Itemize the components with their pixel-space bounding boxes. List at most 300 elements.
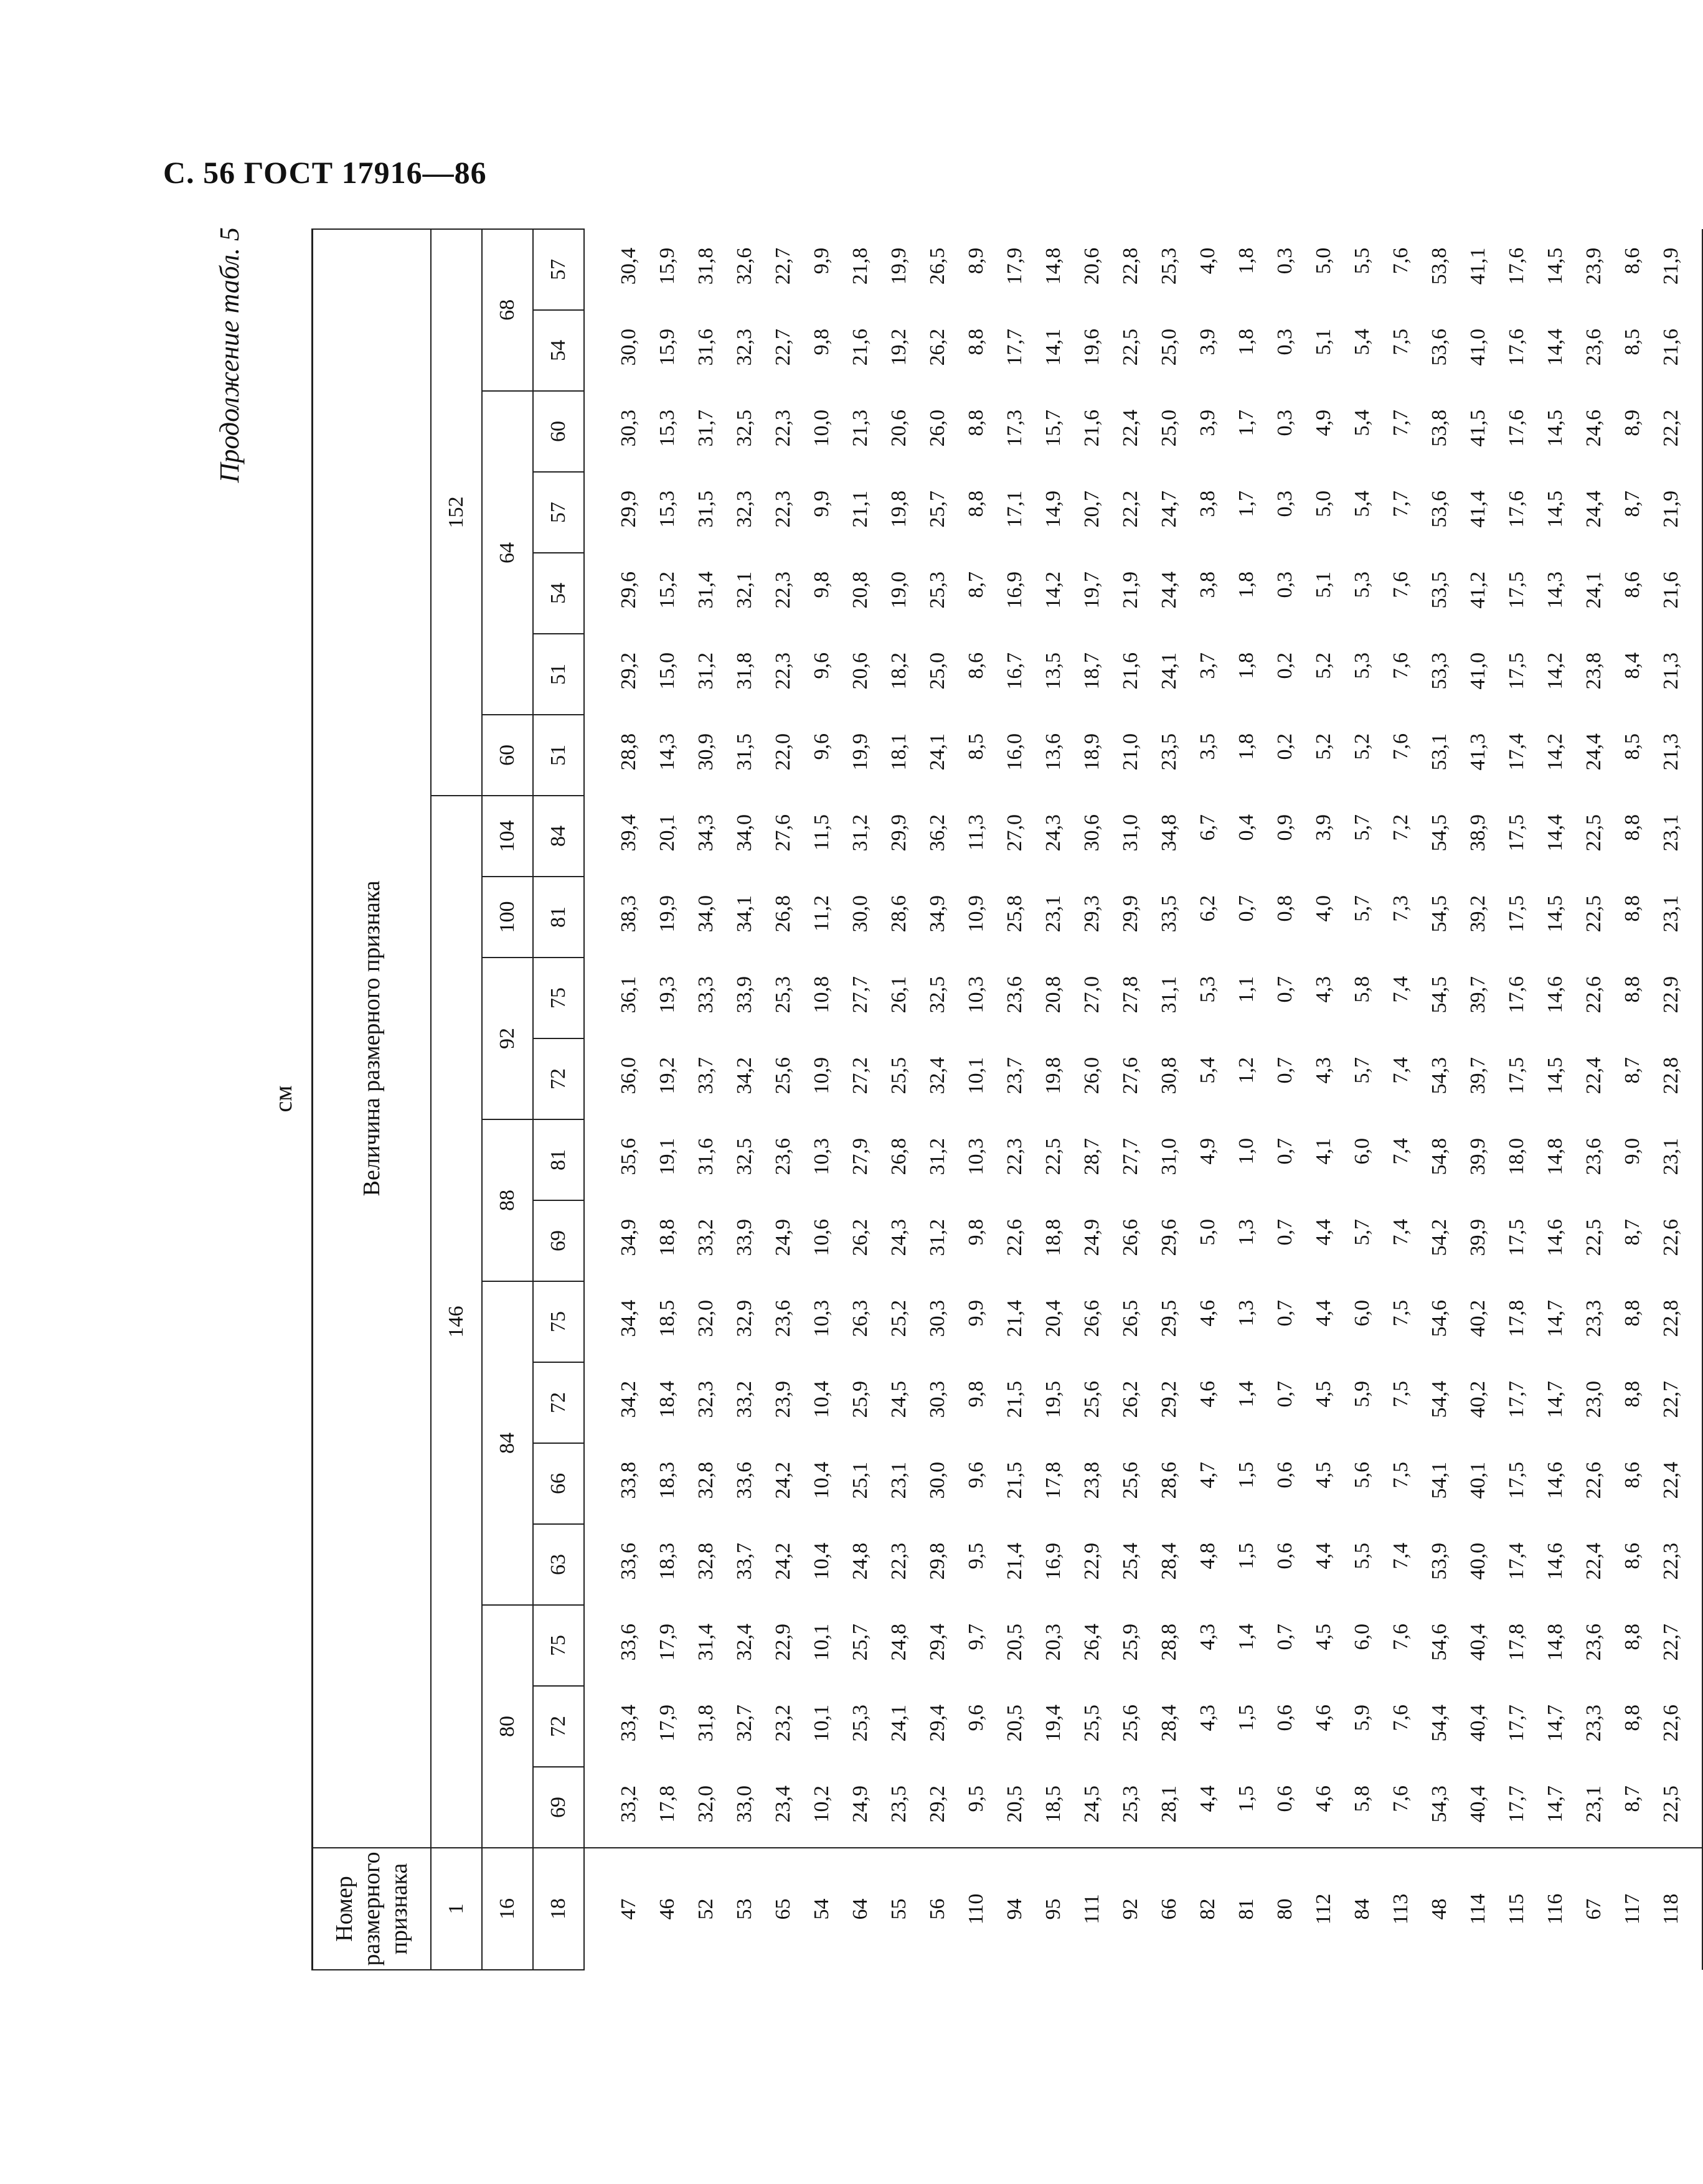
table-cell: 34,4	[617, 1300, 640, 1337]
table-cell: 24,9	[1080, 1219, 1103, 1256]
table-row	[1382, 148, 1420, 1970]
table-cell: 22,9	[1652, 958, 1702, 1038]
table-cell: 9,6	[965, 1705, 988, 1731]
table-cell: 0,6	[1273, 1543, 1296, 1570]
table-row	[1459, 148, 1498, 1970]
table-cell: 27,0	[1080, 976, 1103, 1014]
row-number: 92	[1111, 1848, 1150, 1970]
table-cell: 20,5	[1003, 1705, 1026, 1742]
table-cell: 11,3	[965, 814, 988, 851]
table-cell: 17,6	[1505, 410, 1528, 447]
table-cell: 15,7	[1042, 410, 1065, 447]
table-cell: 20,6	[1080, 247, 1103, 285]
table-cell: 10,2	[810, 1786, 833, 1823]
table-cell: 9,9	[810, 491, 833, 517]
table-cell: 33,5	[1158, 895, 1181, 933]
table-cell: 0,9	[1273, 814, 1296, 841]
table-cell: 23,1	[887, 1462, 910, 1499]
table-cell: 22,9	[1080, 1543, 1103, 1580]
row-number: 115	[1498, 1848, 1536, 1970]
table-cell: 14,7	[1544, 1705, 1567, 1742]
table-cell: 0,7	[1235, 895, 1258, 922]
table-cell: 0,3	[1273, 572, 1296, 598]
table-cell: 5,7	[1351, 895, 1374, 922]
table-cell: 19,0	[887, 572, 910, 609]
table-cell: 19,2	[656, 1057, 679, 1094]
table-cell: 24,3	[1042, 814, 1065, 852]
table-cell: 53,8	[1428, 247, 1451, 285]
table-cell: 23,8	[1080, 1462, 1103, 1499]
table-cell: 31,2	[926, 1219, 949, 1256]
header-l2: 16	[482, 1848, 533, 1970]
header-l3: 72	[533, 1362, 584, 1443]
table-cell: 14,3	[1544, 572, 1567, 609]
table-cell: 1,8	[1235, 733, 1258, 760]
table-cell: 21,9	[1119, 572, 1142, 609]
table-cell: 31,2	[926, 1138, 949, 1175]
table-cell: 19,7	[1080, 572, 1103, 609]
header-l3: 51	[533, 715, 584, 796]
table-cell: 17,7	[1003, 329, 1026, 366]
table-cell: 27,8	[1119, 976, 1142, 1014]
table-cell: 26,6	[1080, 1300, 1103, 1337]
table-cell: 9,5	[965, 1786, 988, 1812]
table-cell: 18,5	[656, 1300, 679, 1337]
table-cell: 3,9	[1196, 410, 1219, 436]
row-number: 67	[1575, 1848, 1613, 1970]
table-cell: 22,8	[1652, 1038, 1702, 1119]
table-cell: 31,8	[694, 1705, 717, 1742]
table-cell: 17,1	[1003, 491, 1026, 528]
table-cell: 28,4	[1158, 1705, 1181, 1742]
table-cell: 17,8	[1505, 1300, 1528, 1337]
table-cell: 5,7	[1351, 1219, 1374, 1246]
header-l3: 66	[533, 1443, 584, 1524]
table-cell: 29,3	[1080, 895, 1103, 933]
table-cell: 4,4	[1312, 1543, 1335, 1570]
table-cell: 5,7	[1351, 1057, 1374, 1084]
table-cell: 3,9	[1312, 814, 1335, 841]
table-cell: 31,8	[694, 247, 717, 285]
table-cell: 14,6	[1544, 1543, 1567, 1580]
table-cell: 25,7	[926, 491, 949, 528]
header-l3: 75	[533, 1605, 584, 1686]
header-l3: 51	[533, 634, 584, 715]
table-cell: 17,5	[1505, 1462, 1528, 1499]
row-number: 84	[1343, 1848, 1382, 1970]
table-cell: 27,0	[1003, 814, 1026, 852]
table-cell: 39,9	[1466, 1219, 1489, 1256]
table-cell: 25,6	[771, 1057, 795, 1094]
table-cell: 20,5	[1003, 1624, 1026, 1661]
table-cell: 53,5	[1428, 572, 1451, 609]
row-number: 117	[1613, 1848, 1652, 1970]
table-cell: 17,6	[1505, 329, 1528, 366]
table-cell: 24,1	[1158, 652, 1181, 690]
table-cell: 4,9	[1196, 1138, 1219, 1165]
table-cell: 5,3	[1196, 976, 1219, 1003]
row-number: 47	[584, 1848, 648, 1970]
table-cell: 17,7	[1505, 1381, 1528, 1418]
table-cell: 9,8	[965, 1381, 988, 1408]
table-cell: 26,0	[1080, 1057, 1103, 1094]
table-cell: 17,6	[1505, 247, 1528, 285]
table-cell: 25,6	[1080, 1381, 1103, 1418]
table-cell: 8,7	[965, 572, 988, 598]
table-cell: 5,3	[1351, 652, 1374, 679]
table-cell: 17,9	[656, 1624, 679, 1661]
table-cell: 8,8	[1621, 1300, 1644, 1327]
table-cell: 23,1	[1042, 895, 1065, 933]
table-cell: 25,3	[1158, 247, 1181, 285]
table-cell: 31,0	[1158, 1138, 1181, 1175]
table-cell: 23,6	[1582, 1624, 1605, 1661]
table-cell: 14,6	[1544, 1462, 1567, 1499]
table-cell: 14,1	[1042, 329, 1065, 366]
table-cell: 4,1	[1312, 1138, 1335, 1165]
table-cell: 25,6	[1119, 1705, 1142, 1742]
header-l3: 69	[533, 1200, 584, 1281]
table-cell: 14,5	[1544, 247, 1567, 285]
table-cell: 8,8	[1621, 814, 1644, 841]
table-row	[1498, 148, 1536, 1970]
table-cell: 20,7	[1080, 491, 1103, 528]
table-cell: 34,9	[926, 895, 949, 933]
table-cell: 8,6	[1621, 1462, 1644, 1489]
table-cell: 14,3	[656, 733, 679, 771]
table-cell: 34,9	[617, 1219, 640, 1256]
table-cell: 9,9	[965, 1300, 988, 1327]
table-cell: 7,3	[1389, 895, 1412, 922]
table-cell: 10,3	[965, 976, 988, 1014]
table-cell: 34,2	[617, 1381, 640, 1418]
table-cell: 15,9	[656, 329, 679, 366]
table-cell: 18,8	[656, 1219, 679, 1256]
table-cell: 54,1	[1428, 1462, 1451, 1499]
table-cell: 14,2	[1544, 652, 1567, 690]
table-cell: 9,7	[965, 1624, 988, 1650]
table-cell: 15,3	[656, 410, 679, 447]
table-row	[1150, 148, 1189, 1970]
table-cell: 3,5	[1196, 733, 1219, 760]
table-cell: 29,4	[926, 1705, 949, 1742]
table-cell: 21,5	[1003, 1381, 1026, 1418]
table-cell: 14,4	[1544, 329, 1567, 366]
table-cell: 15,2	[656, 572, 679, 609]
table-cell: 7,6	[1389, 247, 1412, 275]
table-cell: 40,0	[1466, 1543, 1489, 1580]
table-cell: 19,3	[656, 976, 679, 1014]
table-cell: 27,6	[771, 814, 795, 852]
table-cell: 29,4	[926, 1624, 949, 1661]
row-number: 114	[1459, 1848, 1498, 1970]
table-cell: 4,0	[1196, 247, 1219, 275]
table-cell: 30,8	[1158, 1057, 1181, 1094]
table-cell: 26,2	[849, 1219, 872, 1256]
table-cell: 1,5	[1235, 1705, 1258, 1731]
table-cell: 7,6	[1389, 652, 1412, 679]
table-cell: 40,4	[1466, 1705, 1489, 1742]
table-row	[1613, 148, 1652, 1970]
table-cell: 29,9	[1119, 895, 1142, 933]
table-cell: 26,8	[771, 895, 795, 933]
table-cell: 18,3	[656, 1462, 679, 1499]
table-cell: 5,2	[1351, 733, 1374, 760]
table-cell: 5,4	[1351, 329, 1374, 355]
table-cell: 0,6	[1273, 1705, 1296, 1731]
table-cell: 41,5	[1466, 410, 1489, 447]
row-number: 66	[1150, 1848, 1189, 1970]
table-cell: 5,9	[1351, 1705, 1374, 1731]
table-cell: 20,6	[849, 652, 872, 690]
table-cell: 1,1	[1235, 976, 1258, 1003]
table-cell: 7,4	[1389, 976, 1412, 1003]
row-number: 111	[1073, 1848, 1111, 1970]
table-cell: 27,2	[849, 1057, 872, 1094]
table-row	[996, 148, 1034, 1970]
table-cell: 23,5	[1158, 733, 1181, 771]
table-cell: 30,3	[617, 410, 640, 447]
table-cell: 32,6	[733, 247, 756, 285]
table-cell: 33,9	[733, 976, 756, 1014]
table-cell: 14,4	[1544, 814, 1567, 852]
table-cell: 3,7	[1196, 652, 1219, 679]
table-cell: 24,4	[1158, 572, 1181, 609]
table-cell: 5,1	[1312, 329, 1335, 355]
table-cell: 21,9	[1652, 229, 1702, 310]
table-cell: 5,4	[1351, 491, 1374, 517]
table-cell: 8,6	[965, 652, 988, 679]
table-row	[918, 148, 957, 1970]
table-cell: 7,6	[1389, 1786, 1412, 1812]
table-cell: 10,1	[810, 1705, 833, 1742]
row-number: 82	[1189, 1848, 1227, 1970]
table-cell: 23,7	[1003, 1057, 1026, 1094]
table-cell: 25,0	[1158, 329, 1181, 366]
table-cell: 1,7	[1235, 491, 1258, 517]
table-cell: 20,6	[887, 410, 910, 447]
table-cell: 8,5	[1621, 329, 1644, 355]
header-l3: 84	[533, 796, 584, 877]
table-cell: 33,6	[733, 1462, 756, 1499]
table-cell: 0,7	[1273, 1624, 1296, 1650]
table-cell: 8,8	[1621, 895, 1644, 922]
table-cell: 6,2	[1196, 895, 1219, 922]
table-cell: 5,5	[1351, 247, 1374, 275]
row-number: 64	[841, 1848, 880, 1970]
table-cell: 32,4	[926, 1057, 949, 1094]
table-cell: 28,4	[1158, 1543, 1181, 1580]
table-cell: 22,2	[1652, 391, 1702, 472]
table-cell: 17,5	[1505, 1219, 1528, 1256]
table-cell: 22,2	[1119, 491, 1142, 528]
table-cell: 28,7	[1080, 1138, 1103, 1175]
table-cell: 19,9	[887, 247, 910, 285]
table-cell: 25,0	[1158, 410, 1181, 447]
table-cell: 16,7	[1003, 652, 1026, 690]
table-cell: 14,7	[1544, 1786, 1567, 1823]
table-cell: 31,6	[694, 329, 717, 366]
table-cell: 21,9	[1652, 472, 1702, 553]
table-cell: 29,2	[1158, 1381, 1181, 1418]
table-cell: 23,6	[1003, 976, 1026, 1014]
table-cell: 29,2	[617, 652, 640, 690]
table-row	[1189, 148, 1227, 1970]
table-cell: 34,1	[733, 895, 756, 933]
table-cell: 10,8	[810, 976, 833, 1014]
table-cell: 41,1	[1466, 247, 1489, 285]
table-cell: 23,1	[1652, 877, 1702, 958]
table-cell: 13,5	[1042, 652, 1065, 690]
table-cell: 8,8	[1621, 976, 1644, 1003]
table-cell: 7,5	[1389, 1462, 1412, 1489]
table-cell: 25,3	[771, 976, 795, 1014]
table-cell: 24,7	[1158, 491, 1181, 528]
table-cell: 41,3	[1466, 733, 1489, 771]
table-cell: 22,4	[1582, 1543, 1605, 1580]
table-cell: 20,4	[1042, 1300, 1065, 1337]
table-cell: 4,5	[1312, 1624, 1335, 1650]
table-cell: 32,0	[694, 1786, 717, 1823]
table-cell: 9,8	[965, 1219, 988, 1246]
table-cell: 14,8	[1544, 1138, 1567, 1175]
table-cell: 21,4	[1003, 1300, 1026, 1337]
table-cell: 23,1	[1652, 1119, 1702, 1200]
table-cell: 19,5	[1042, 1381, 1065, 1418]
table-cell: 31,8	[733, 652, 756, 690]
table-cell: 21,8	[849, 247, 872, 285]
table-cell: 22,3	[1652, 1524, 1702, 1605]
table-cell: 19,1	[656, 1138, 679, 1175]
table-cell: 21,3	[1652, 634, 1702, 715]
table-cell: 14,5	[1544, 1057, 1567, 1094]
table-cell: 9,9	[810, 247, 833, 275]
table-cell: 23,0	[1582, 1381, 1605, 1418]
table-cell: 22,5	[1042, 1138, 1065, 1175]
table-row	[648, 148, 687, 1970]
row-number: 48	[1420, 1848, 1459, 1970]
table-cell: 39,7	[1466, 1057, 1489, 1094]
table-cell: 28,6	[887, 895, 910, 933]
table-cell: 22,7	[771, 329, 795, 366]
table-cell: 26,4	[1080, 1624, 1103, 1661]
table-cell: 0,8	[1273, 895, 1296, 922]
table-caption: Величина размерного признака	[313, 229, 432, 1848]
table-cell: 54,2	[1428, 1219, 1451, 1256]
table-cell: 8,5	[1621, 733, 1644, 760]
table-cell: 17,6	[1505, 491, 1528, 528]
table-cell: 10,4	[810, 1381, 833, 1418]
table-cell: 0,6	[1273, 1462, 1296, 1489]
table-cell: 10,1	[810, 1624, 833, 1661]
table-cell: 21,5	[1003, 1462, 1026, 1499]
table-cell: 31,2	[849, 814, 872, 852]
table-cell: 5,0	[1312, 247, 1335, 275]
table-cell: 41,0	[1466, 329, 1489, 366]
table-cell: 33,7	[694, 1057, 717, 1094]
table-cell: 17,5	[1505, 1057, 1528, 1094]
table-cell: 22,9	[771, 1624, 795, 1661]
table-cell: 23,9	[1582, 247, 1605, 285]
table-cell: 22,3	[887, 1543, 910, 1580]
table-cell: 0,4	[1235, 814, 1258, 841]
table-cell: 54,5	[1428, 895, 1451, 933]
table-cell: 30,0	[849, 895, 872, 933]
table-cell: 24,6	[1582, 410, 1605, 447]
table-cell: 1,5	[1235, 1543, 1258, 1570]
table-cell: 4,3	[1312, 1057, 1335, 1084]
table-cell: 36,0	[617, 1057, 640, 1094]
table-cell: 24,1	[1582, 572, 1605, 609]
row-number: 95	[1034, 1848, 1073, 1970]
table-cell: 5,8	[1351, 976, 1374, 1003]
table-cell: 4,7	[1196, 1462, 1219, 1489]
table-cell: 4,6	[1196, 1300, 1219, 1327]
header-l3: 57	[533, 472, 584, 553]
header-l2: 68	[482, 229, 533, 391]
table-cell: 24,1	[926, 733, 949, 771]
table-cell: 39,2	[1466, 895, 1489, 933]
table-cell: 53,6	[1428, 491, 1451, 528]
table-row	[1420, 148, 1459, 1970]
table-row	[880, 148, 918, 1970]
table-cell: 4,4	[1312, 1300, 1335, 1327]
table-cell: 7,5	[1389, 329, 1412, 355]
table-cell: 5,8	[1351, 1786, 1374, 1812]
table-cell: 7,4	[1389, 1057, 1412, 1084]
row-number-header: Номер размерного признака	[313, 1848, 432, 1970]
table-cell: 34,8	[1158, 814, 1181, 852]
table-cell: 0,3	[1273, 247, 1296, 275]
table-cell: 1,3	[1235, 1219, 1258, 1246]
table-cell: 16,0	[1003, 733, 1026, 771]
row-number: 116	[1536, 1848, 1575, 1970]
table-cell: 17,8	[1505, 1624, 1528, 1661]
table-cell: 20,1	[656, 814, 679, 852]
table-cell: 9,6	[810, 652, 833, 679]
table-row	[1073, 148, 1111, 1970]
table-continuation-label: Продолжение табл. 5	[214, 227, 245, 483]
header-l3: 81	[533, 877, 584, 958]
row-number: 113	[1382, 1848, 1420, 1970]
table-row	[687, 148, 725, 1970]
table-cell: 24,2	[771, 1543, 795, 1580]
header-l1: 1	[431, 1848, 482, 1970]
size-table	[311, 148, 1703, 1970]
table-cell: 22,3	[771, 410, 795, 447]
table-cell: 53,3	[1428, 652, 1451, 690]
table-cell: 32,8	[694, 1462, 717, 1499]
table-cell: 8,8	[1621, 1624, 1644, 1650]
table-cell: 31,5	[733, 733, 756, 771]
table-cell: 21,3	[1652, 715, 1702, 796]
table-cell: 22,5	[1119, 329, 1142, 366]
table-cell: 1,8	[1235, 247, 1258, 275]
table-cell: 19,8	[887, 491, 910, 528]
unit-label: см	[269, 1085, 297, 1113]
header-l3: 63	[533, 1524, 584, 1605]
table-cell: 22,5	[1582, 814, 1605, 852]
table-cell: 10,3	[810, 1138, 833, 1175]
row-number: 80	[1266, 1848, 1304, 1970]
header-l2: 80	[482, 1605, 533, 1848]
table-cell: 6,0	[1351, 1138, 1374, 1165]
table-cell: 7,5	[1389, 1300, 1412, 1327]
table-cell: 17,7	[1505, 1786, 1528, 1823]
table-cell: 10,1	[965, 1057, 988, 1094]
table-cell: 0,7	[1273, 976, 1296, 1003]
table-cell: 40,2	[1466, 1300, 1489, 1337]
